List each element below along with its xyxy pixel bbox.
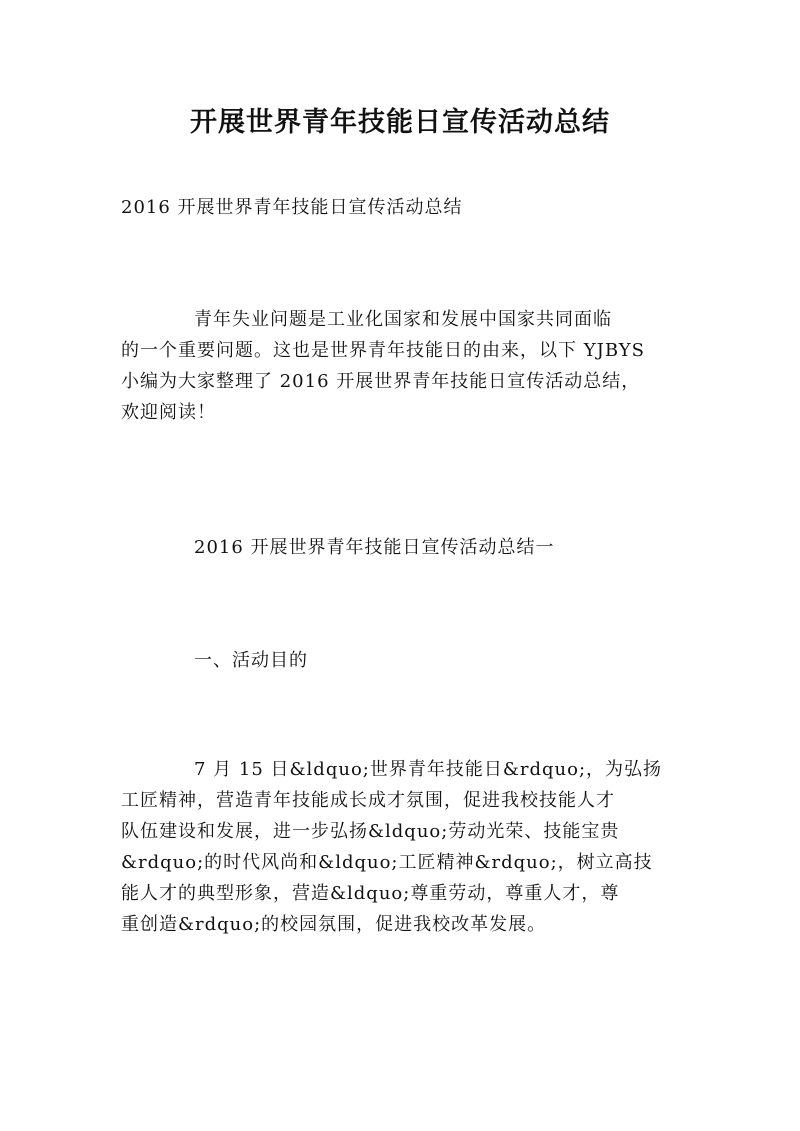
intro-line: 的一个重要问题。这也是世界青年技能日的由来，以下 YJBYS xyxy=(121,340,645,361)
intro-line: 小编为大家整理了 2016 开展世界青年技能日宣传活动总结， xyxy=(121,371,641,392)
intro-paragraph xyxy=(121,304,691,428)
document-title: 开展世界青年技能日宣传活动总结 xyxy=(190,107,610,138)
section-title: 2016 开展世界青年技能日宣传活动总结一 xyxy=(194,537,555,558)
body-line: 重创造&rdquo;的校园氛围，促进我校改革发展。 xyxy=(121,914,547,935)
body-line: 7 月 15 日&ldquo;世界青年技能日&rdquo;，为弘扬 xyxy=(194,759,663,780)
body-line: 队伍建设和发展，进一步弘扬&ldquo;劳动光荣、技能宝贵 xyxy=(121,821,620,842)
body-line: 工匠精神，营造青年技能成长成才氛围，促进我校技能人才 xyxy=(121,790,615,811)
body-paragraph xyxy=(121,754,691,940)
body-line: 能人才的典型形象，营造&ldquo;尊重劳动，尊重人才，尊 xyxy=(121,883,620,904)
section-heading-purpose: 一、活动目的 xyxy=(194,650,308,671)
intro-line: 欢迎阅读！ xyxy=(121,402,216,423)
body-line: &rdquo;的时代风尚和&ldquo;工匠精神&rdquo;，树立高技 xyxy=(121,852,653,873)
intro-line: 青年失业问题是工业化国家和发展中国家共同面临 xyxy=(194,309,612,330)
document-subtitle: 2016 开展世界青年技能日宣传活动总结 xyxy=(121,197,463,218)
